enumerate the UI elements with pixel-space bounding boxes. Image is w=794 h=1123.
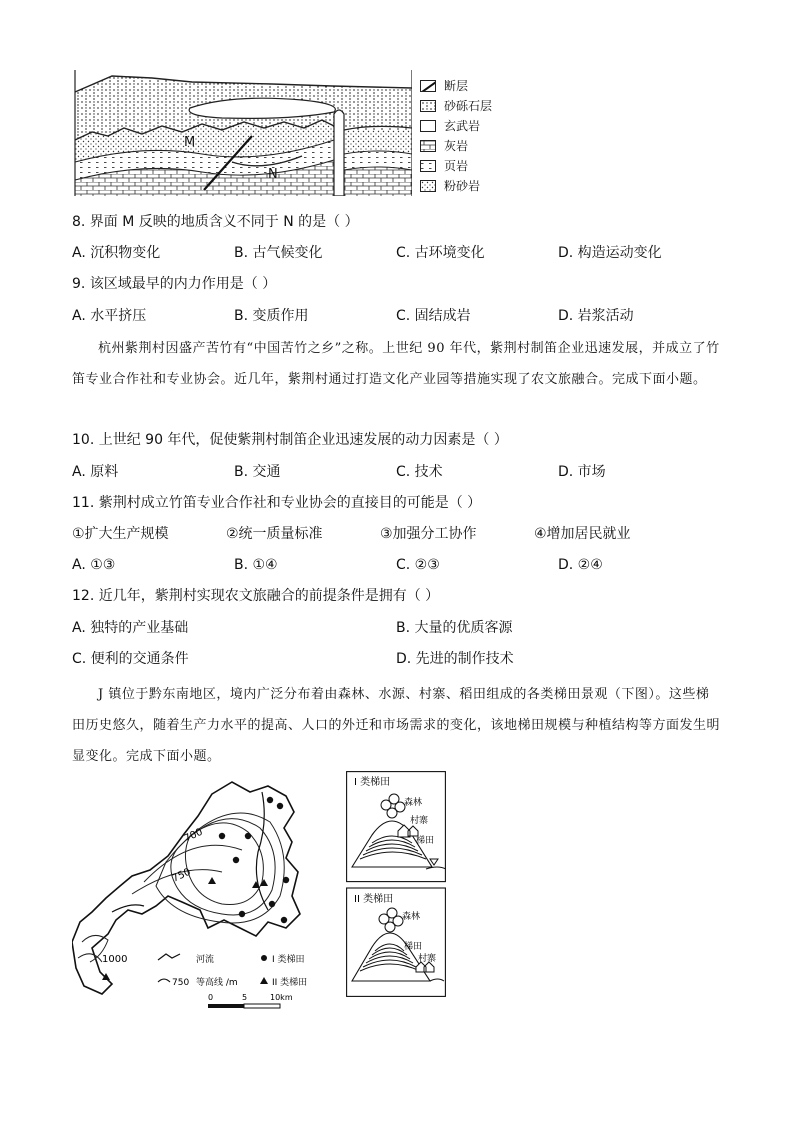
panel-ii-title: II 类梯田 xyxy=(354,894,394,905)
type-ii-legend-icon xyxy=(260,977,268,984)
q10-option-a[interactable]: A. 原料 xyxy=(72,464,119,480)
type-i-terrace-dot xyxy=(267,797,273,803)
q9-option-a[interactable]: A. 水平挤压 xyxy=(72,308,147,324)
label-n: N xyxy=(268,167,278,182)
q8-option-b[interactable]: B. 古气候变化 xyxy=(234,245,323,261)
contour-legend-icon xyxy=(158,979,170,982)
q11-statement-4: ④增加居民就业 xyxy=(534,526,631,542)
legend-contour-sample: 750 xyxy=(172,978,190,988)
scale-bar-black xyxy=(208,1004,244,1008)
q11-statement-2: ②统一质量标准 xyxy=(226,526,323,542)
q8-option-c[interactable]: C. 古环境变化 xyxy=(396,245,485,261)
type-i-terrace-dot xyxy=(283,877,289,883)
passage-zijing-village: 杭州紫荆村因盛产苦竹有“中国苦竹之乡”之称。上世纪 90 年代，紫荆村制笛企业迅速发展，并成立了竹笛专业合作社和专业协会。近几年，紫荆村通过打造文化产业园等措施实现了农文旅融合。完成下面小题。 xyxy=(72,341,720,387)
type-i-terrace-dot xyxy=(239,911,245,917)
q8-option-d[interactable]: D. 构造运动变化 xyxy=(558,245,662,261)
q10-option-b[interactable]: B. 交通 xyxy=(234,464,281,480)
q11-option-b[interactable]: B. ①④ xyxy=(234,557,278,573)
question-10-stem: 10. 上世纪 90 年代，促使紫荆村制笛企业迅速发展的动力因素是（ ） xyxy=(72,432,508,448)
contour-label-750: 750 xyxy=(170,866,193,885)
panel-i-label-village: 村寨 xyxy=(410,816,429,826)
type-i-terrace-dot xyxy=(277,803,283,809)
scale-label-0: 0 xyxy=(208,993,214,1002)
q12-option-a[interactable]: A. 独特的产业基础 xyxy=(72,620,189,636)
type-i-terrace-dot xyxy=(219,833,225,839)
type-i-legend-icon xyxy=(261,955,267,961)
question-12-stem: 12. 近几年，紫荆村实现农文旅融合的前提条件是拥有（ ） xyxy=(72,588,440,604)
panel-ii-label-terrace: 梯田 xyxy=(404,942,423,952)
legend-contour: 等高线 /m xyxy=(196,978,238,988)
q12-option-c[interactable]: C. 便利的交通条件 xyxy=(72,651,189,667)
river-legend-icon xyxy=(158,954,180,960)
type-i-terrace-dot xyxy=(233,857,239,863)
q12-option-b[interactable]: B. 大量的优质客源 xyxy=(396,620,513,636)
question-9-stem: 9. 该区域最早的内力作用是（ ） xyxy=(72,276,277,292)
gravel-layer-icon xyxy=(420,100,436,112)
legend-type-ii: II 类梯田 xyxy=(272,978,308,988)
basalt-icon xyxy=(420,120,436,132)
terrace-distribution-map xyxy=(72,772,342,1012)
q10-option-d[interactable]: D. 市场 xyxy=(558,464,606,480)
q11-option-c[interactable]: C. ②③ xyxy=(396,557,440,573)
geologic-cross-section xyxy=(72,70,412,196)
q11-statement-1: ①扩大生产规模 xyxy=(72,526,169,542)
scale-bar-white xyxy=(244,1004,280,1008)
legend-type-i: I 类梯田 xyxy=(272,955,305,965)
type-i-terrace-dot xyxy=(245,833,251,839)
panel-i-label-terrace: 梯田 xyxy=(416,836,435,846)
q10-option-c[interactable]: C. 技术 xyxy=(396,464,443,480)
panel-i-label-forest: 森林 xyxy=(404,798,423,808)
q8-option-a[interactable]: A. 沉积物变化 xyxy=(72,245,161,261)
passage-j-town-terraces: J 镇位于黔东南地区，境内广泛分布着由森林、水源、村寨、稻田组成的各类梯田景观（下图）。这些梯田历史悠久，随着生产力水平的提高、人口的外迁和市场需求的变化，该地梯田规模与种植结构等方面发生明显变化。完成下面小题。 xyxy=(72,687,721,764)
q9-option-d[interactable]: D. 岩浆活动 xyxy=(558,308,634,324)
scale-label-5: 5 xyxy=(242,993,248,1002)
contour-label-700: 700 xyxy=(182,826,205,845)
contour-label-1000: 1000 xyxy=(102,954,128,965)
q9-option-c[interactable]: C. 固结成岩 xyxy=(396,308,471,324)
q12-option-d[interactable]: D. 先进的制作技术 xyxy=(396,651,514,667)
q11-option-d[interactable]: D. ②④ xyxy=(558,557,603,573)
type-i-terrace-dot xyxy=(281,917,287,923)
siltstone-icon xyxy=(420,180,436,192)
question-11-stem: 11. 紫荆村成立竹笛专业合作社和专业协会的直接目的可能是（ ） xyxy=(72,495,482,511)
terrace-type-panels xyxy=(346,771,446,997)
question-8-stem: 8. 界面 M 反映的地质含义不同于 N 的是（ ） xyxy=(72,214,359,230)
q11-statement-3: ③加强分工协作 xyxy=(380,526,477,542)
panel-i-title: I 类梯田 xyxy=(354,777,391,788)
scale-label-10km: 10km xyxy=(270,993,293,1002)
panel-ii-label-village: 村寨 xyxy=(418,954,437,964)
shale-icon xyxy=(420,160,436,172)
q11-option-a[interactable]: A. ①③ xyxy=(72,557,116,573)
panel-ii-label-forest: 森林 xyxy=(402,912,421,922)
fault-line-icon xyxy=(420,80,436,92)
type-i-terrace-dot xyxy=(269,901,275,907)
label-m: M xyxy=(184,135,196,150)
q9-option-b[interactable]: B. 变质作用 xyxy=(234,308,309,324)
limestone-icon xyxy=(420,140,436,152)
legend-river: 河流 xyxy=(196,955,215,965)
